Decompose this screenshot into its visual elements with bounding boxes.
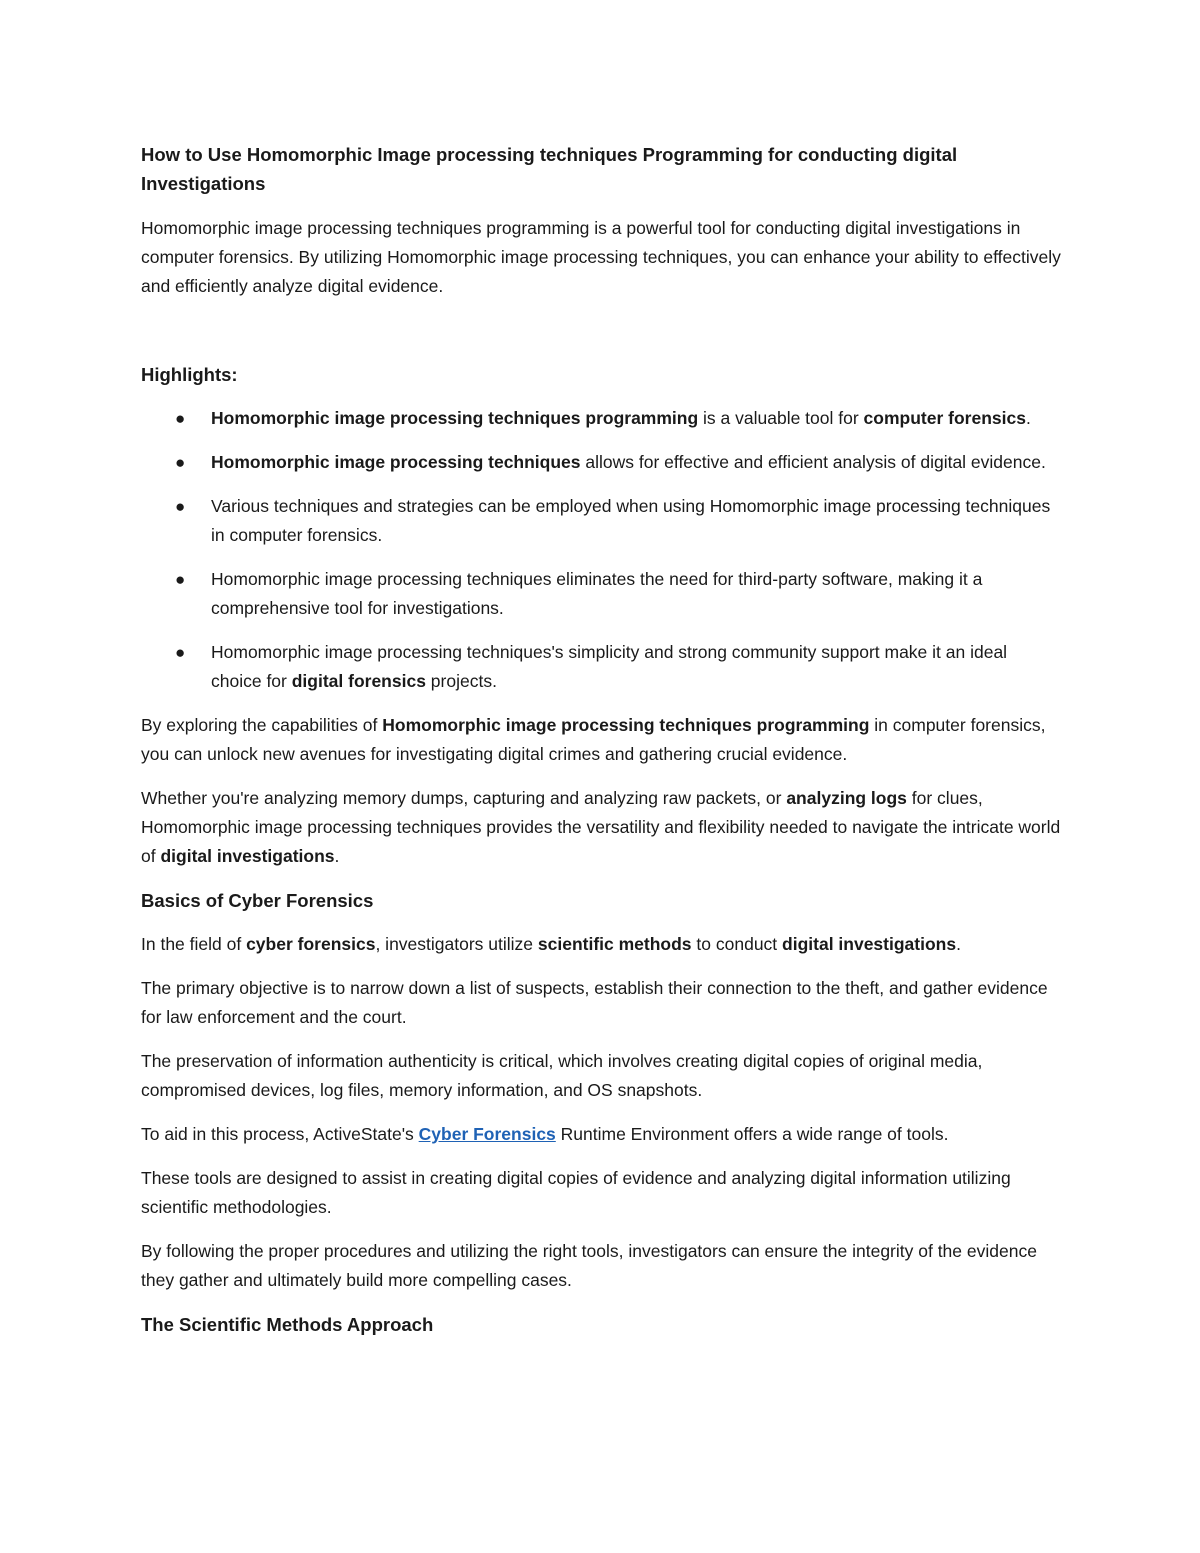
paragraph-text: to conduct	[691, 934, 783, 954]
list-item	[141, 492, 1061, 550]
explore-paragraph	[141, 711, 1061, 769]
paragraph-text: By exploring the capabilities of	[141, 715, 383, 735]
bold-term: digital investigations	[160, 846, 335, 866]
paragraph-text: .	[334, 846, 340, 866]
whether-paragraph	[141, 784, 1061, 871]
aid-paragraph	[141, 1120, 1061, 1149]
bold-term: scientific methods	[537, 934, 692, 954]
basics-heading: Basics of Cyber Forensics	[141, 890, 374, 911]
list-item	[141, 404, 1061, 433]
bold-term: analyzing logs	[786, 788, 907, 808]
list-item	[141, 638, 1061, 696]
spacer	[141, 316, 1061, 360]
bold-term: Homomorphic image processing techniques programming	[382, 715, 870, 735]
preservation-paragraph: The preservation of information authenticity is critical, which involves creating digital copies of original media, compromised devices, log files, memory information, and OS snapshots.	[141, 1051, 983, 1100]
list-text: is a valuable tool for	[698, 408, 864, 428]
paragraph-text: Runtime Environment offers a wide range of tools.	[555, 1124, 949, 1144]
cyber-forensics-link[interactable]: Cyber Forensics	[418, 1124, 556, 1144]
paragraph-text: In the field of	[141, 934, 247, 954]
tools-paragraph: These tools are designed to assist in creating digital copies of evidence and analyzing digital information utilizing scientific methodologies.	[141, 1168, 1011, 1217]
list-item	[141, 565, 1061, 623]
scientific-methods-heading: The Scientific Methods Approach	[141, 1314, 434, 1335]
list-text: Homomorphic image processing techniques's simplicity and strong community support make it an ideal choice for	[211, 642, 1008, 691]
list-item	[141, 448, 1061, 477]
intro-paragraph: Homomorphic image processing techniques programming is a powerful tool for conducting digital investigations in computer forensics. By utilizing Homomorphic image processing techniques, you can enhance your ability to effectively and efficiently analyze digital evidence.	[141, 218, 1061, 296]
document-page	[141, 140, 1061, 1354]
paragraph-text: .	[956, 934, 961, 954]
document-title: How to Use Homomorphic Image processing techniques Programming for conducting digital Investigations	[141, 144, 958, 194]
list-text: projects.	[425, 671, 497, 691]
list-text: Homomorphic image processing techniques eliminates the need for third-party software, making it a comprehensive tool for investigations.	[211, 569, 983, 618]
bullet-icon: ●	[175, 643, 186, 662]
paragraph-text: for clues, Homomorphic image processing techniques provides the versatility and flexibility needed to navigate the intricate world of	[141, 788, 1061, 866]
bold-term: Homomorphic image processing techniques	[211, 452, 581, 472]
field-paragraph	[141, 930, 1061, 959]
paragraph-text: To aid in this process, ActiveState's	[141, 1124, 419, 1144]
highlights-heading: Highlights:	[141, 364, 238, 385]
paragraph-text: in computer forensics, you can unlock new avenues for investigating digital crimes and gathering crucial evidence.	[141, 715, 1046, 764]
procedures-paragraph: By following the proper procedures and utilizing the right tools, investigators can ensure the integrity of the evidence they gather and ultimately build more compelling cases.	[141, 1241, 1037, 1290]
list-text: Various techniques and strategies can be employed when using Homomorphic image processing techniques in computer forensics.	[211, 496, 1051, 545]
paragraph-text: , investigators utilize	[375, 934, 538, 954]
bold-term: digital forensics	[291, 671, 426, 691]
bold-term: cyber forensics	[246, 934, 376, 954]
bullet-icon: ●	[175, 409, 186, 428]
list-text: .	[1025, 408, 1031, 428]
objective-paragraph: The primary objective is to narrow down a list of suspects, establish their connection to the theft, and gather evidence for law enforcement and the court.	[141, 978, 1048, 1027]
bullet-icon: ●	[175, 453, 186, 472]
bullet-icon: ●	[175, 497, 186, 516]
bold-term: Homomorphic image processing techniques programming	[211, 408, 699, 428]
bullet-icon: ●	[175, 570, 186, 589]
bold-term: computer forensics	[863, 408, 1026, 428]
highlights-list	[141, 404, 1061, 696]
list-text: allows for effective and efficient analysis of digital evidence.	[580, 452, 1046, 472]
bold-term: digital investigations	[782, 934, 957, 954]
paragraph-text: Whether you're analyzing memory dumps, capturing and analyzing raw packets, or	[141, 788, 787, 808]
